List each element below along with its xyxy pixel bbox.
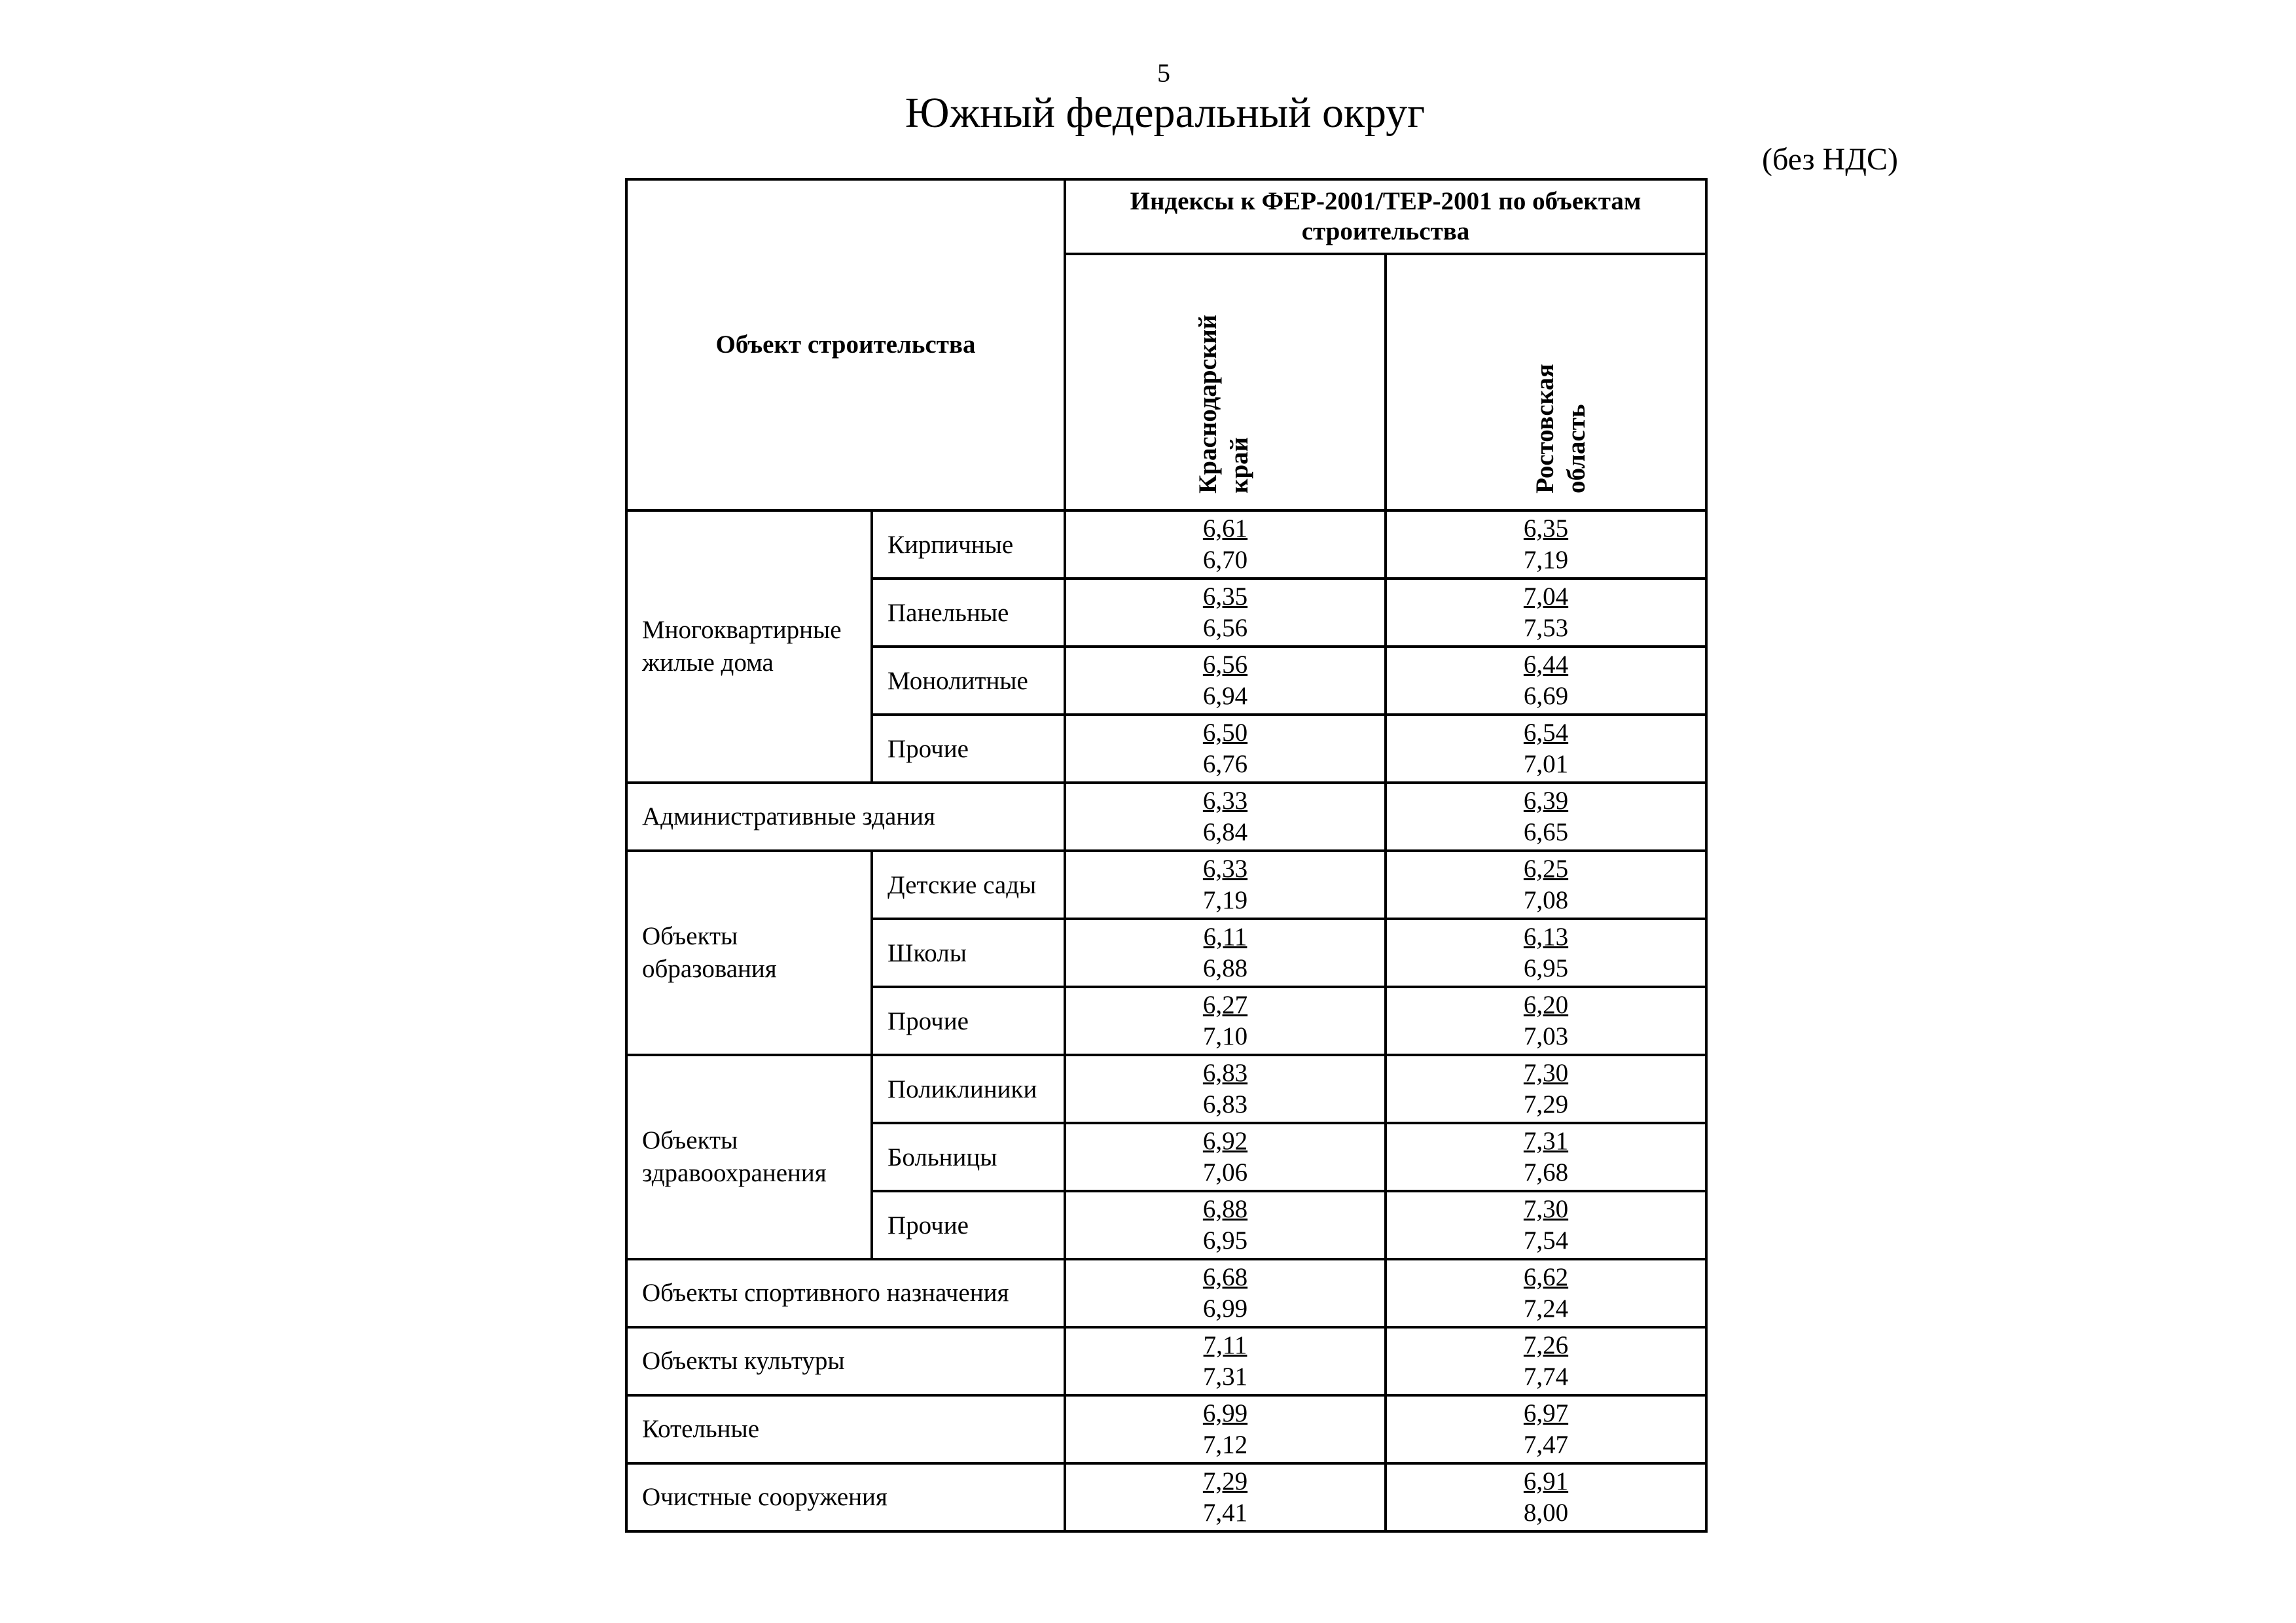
value-cell-rostov xyxy=(1386,715,1706,783)
index-fer-value: 6,88 xyxy=(1202,1195,1248,1223)
table-row xyxy=(626,1395,1706,1463)
index-fer-value: 7,26 xyxy=(1523,1331,1569,1359)
row-subcategory: Поликлиники xyxy=(872,1055,1065,1123)
index-fer-value: 7,11 xyxy=(1203,1331,1247,1359)
row-category: Объекты культуры xyxy=(626,1327,1065,1395)
value-cell-rostov xyxy=(1386,1191,1706,1259)
index-ter-value: 7,74 xyxy=(1523,1363,1569,1391)
value-cell-rostov xyxy=(1386,783,1706,851)
index-fer-value: 7,29 xyxy=(1202,1467,1248,1495)
index-ter-value: 6,70 xyxy=(1202,546,1248,574)
value-cell-krasnodar xyxy=(1065,1259,1386,1327)
index-fer-value: 6,62 xyxy=(1523,1263,1569,1291)
table-row xyxy=(626,1055,1706,1123)
index-ter-value: 7,03 xyxy=(1523,1022,1569,1050)
row-subcategory: Школы xyxy=(872,919,1065,987)
index-fer-value: 6,61 xyxy=(1202,514,1248,543)
header-object: Объект строительства xyxy=(626,179,1065,510)
index-ter-value: 6,83 xyxy=(1202,1090,1248,1118)
index-fer-value: 6,68 xyxy=(1202,1263,1248,1291)
index-fer-value: 6,33 xyxy=(1202,855,1248,883)
table-row xyxy=(626,783,1706,851)
value-cell-krasnodar xyxy=(1065,1395,1386,1463)
value-cell-krasnodar xyxy=(1065,647,1386,715)
index-ter-value: 7,53 xyxy=(1523,614,1569,642)
row-category: Административные здания xyxy=(626,783,1065,851)
value-cell-rostov xyxy=(1386,987,1706,1055)
index-fer-value: 7,31 xyxy=(1523,1127,1569,1155)
value-cell-rostov xyxy=(1386,1327,1706,1395)
index-ter-value: 6,84 xyxy=(1202,818,1248,846)
index-ter-value: 7,54 xyxy=(1523,1226,1569,1255)
index-fer-value: 7,30 xyxy=(1523,1195,1569,1223)
header-region-rostov xyxy=(1386,254,1706,510)
index-fer-value: 6,35 xyxy=(1202,582,1248,611)
index-ter-value: 7,06 xyxy=(1202,1158,1248,1186)
row-subcategory: Кирпичные xyxy=(872,510,1065,579)
index-fer-value: 6,11 xyxy=(1203,923,1247,951)
index-fer-value: 6,54 xyxy=(1523,719,1569,747)
value-cell-rostov xyxy=(1386,1055,1706,1123)
index-ter-value: 8,00 xyxy=(1523,1499,1569,1527)
index-ter-value: 7,24 xyxy=(1523,1294,1569,1323)
value-cell-rostov xyxy=(1386,1395,1706,1463)
row-category: Объекты спортивного назначения xyxy=(626,1259,1065,1327)
value-cell-rostov xyxy=(1386,1123,1706,1191)
index-ter-value: 7,31 xyxy=(1202,1363,1248,1391)
value-cell-rostov xyxy=(1386,919,1706,987)
index-ter-value: 6,56 xyxy=(1202,614,1248,642)
header-region-rostov-label: Ростовская область xyxy=(1531,363,1590,493)
value-cell-krasnodar xyxy=(1065,1055,1386,1123)
value-cell-rostov xyxy=(1386,647,1706,715)
value-cell-krasnodar xyxy=(1065,1191,1386,1259)
table-row xyxy=(626,1259,1706,1327)
row-subcategory: Прочие xyxy=(872,1191,1065,1259)
row-category: Котельные xyxy=(626,1395,1065,1463)
index-fer-value: 6,99 xyxy=(1202,1399,1248,1427)
index-fer-value: 6,27 xyxy=(1202,991,1248,1019)
index-fer-value: 6,92 xyxy=(1202,1127,1248,1155)
row-category: Многоквартирные жилые дома xyxy=(626,510,872,783)
indices-table xyxy=(625,178,1708,1533)
value-cell-krasnodar xyxy=(1065,1327,1386,1395)
row-subcategory: Монолитные xyxy=(872,647,1065,715)
table-row xyxy=(626,1463,1706,1531)
index-fer-value: 6,33 xyxy=(1202,787,1248,815)
value-cell-krasnodar xyxy=(1065,579,1386,647)
row-category: Объекты здравоохранения xyxy=(626,1055,872,1259)
index-ter-value: 6,94 xyxy=(1202,682,1248,710)
value-cell-krasnodar xyxy=(1065,851,1386,919)
index-ter-value: 7,19 xyxy=(1523,546,1569,574)
index-fer-value: 6,39 xyxy=(1523,787,1569,815)
value-cell-krasnodar xyxy=(1065,987,1386,1055)
header-indices-group: Индексы к ФЕР-2001/ТЕР-2001 по объектам строительства xyxy=(1065,179,1706,254)
page-title: Южный федеральный округ xyxy=(905,89,1426,137)
value-cell-krasnodar xyxy=(1065,715,1386,783)
value-cell-krasnodar xyxy=(1065,919,1386,987)
index-fer-value: 6,97 xyxy=(1523,1399,1569,1427)
index-ter-value: 6,88 xyxy=(1202,954,1248,982)
value-cell-krasnodar xyxy=(1065,783,1386,851)
index-fer-value: 6,25 xyxy=(1523,855,1569,883)
index-fer-value: 6,50 xyxy=(1202,719,1248,747)
index-ter-value: 6,95 xyxy=(1202,1226,1248,1255)
index-ter-value: 6,65 xyxy=(1523,818,1569,846)
index-fer-value: 7,04 xyxy=(1523,582,1569,611)
index-ter-value: 6,76 xyxy=(1202,750,1248,778)
row-category: Объекты образования xyxy=(626,851,872,1055)
index-fer-value: 6,91 xyxy=(1523,1467,1569,1495)
value-cell-rostov xyxy=(1386,1259,1706,1327)
index-fer-value: 6,13 xyxy=(1523,923,1569,951)
index-ter-value: 7,12 xyxy=(1202,1431,1248,1459)
index-fer-value: 7,30 xyxy=(1523,1059,1569,1087)
index-ter-value: 6,99 xyxy=(1202,1294,1248,1323)
row-subcategory: Детские сады xyxy=(872,851,1065,919)
index-ter-value: 7,68 xyxy=(1523,1158,1569,1186)
page-number: 5 xyxy=(1157,58,1170,88)
index-ter-value: 6,69 xyxy=(1523,682,1569,710)
table-row xyxy=(626,510,1706,579)
index-ter-value: 7,01 xyxy=(1523,750,1569,778)
value-cell-krasnodar xyxy=(1065,1123,1386,1191)
value-cell-rostov xyxy=(1386,579,1706,647)
index-ter-value: 7,19 xyxy=(1202,886,1248,914)
table-row xyxy=(626,851,1706,919)
row-subcategory: Панельные xyxy=(872,579,1065,647)
value-cell-krasnodar xyxy=(1065,1463,1386,1531)
row-category: Очистные сооружения xyxy=(626,1463,1065,1531)
value-cell-rostov xyxy=(1386,510,1706,579)
index-fer-value: 6,44 xyxy=(1523,651,1569,679)
row-subcategory: Больницы xyxy=(872,1123,1065,1191)
index-fer-value: 6,35 xyxy=(1523,514,1569,543)
index-ter-value: 6,95 xyxy=(1523,954,1569,982)
header-region-krasnodar xyxy=(1065,254,1386,510)
value-cell-rostov xyxy=(1386,851,1706,919)
index-ter-value: 7,29 xyxy=(1523,1090,1569,1118)
value-cell-krasnodar xyxy=(1065,510,1386,579)
table-row xyxy=(626,1327,1706,1395)
index-fer-value: 6,56 xyxy=(1202,651,1248,679)
index-fer-value: 6,83 xyxy=(1202,1059,1248,1087)
header-region-krasnodar-label: Краснодарский край xyxy=(1194,314,1253,493)
vat-note: (без НДС) xyxy=(1761,142,1898,177)
index-ter-value: 7,41 xyxy=(1202,1499,1248,1527)
row-subcategory: Прочие xyxy=(872,987,1065,1055)
index-ter-value: 7,08 xyxy=(1523,886,1569,914)
table-header-row xyxy=(626,179,1706,254)
index-fer-value: 6,20 xyxy=(1523,991,1569,1019)
row-subcategory: Прочие xyxy=(872,715,1065,783)
index-ter-value: 7,47 xyxy=(1523,1431,1569,1459)
value-cell-rostov xyxy=(1386,1463,1706,1531)
index-ter-value: 7,10 xyxy=(1202,1022,1248,1050)
